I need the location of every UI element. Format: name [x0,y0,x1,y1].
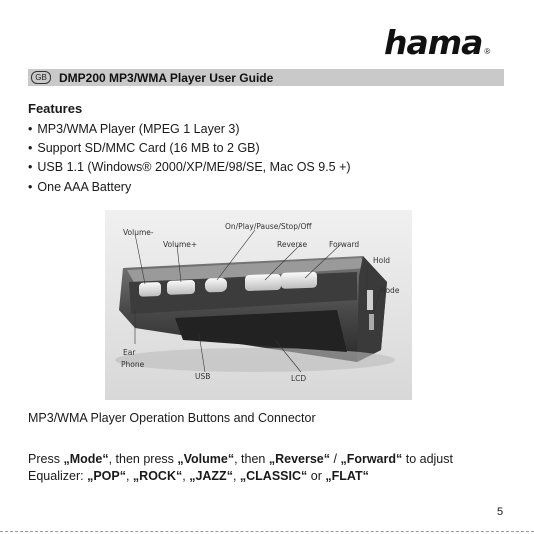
label-mode: Mode [379,286,400,295]
label-on-play: On/Play/Pause/Stop/Off [225,222,312,231]
label-forward: Forward [329,240,360,249]
separator: , [232,469,240,483]
label-lcd: LCD [291,374,307,383]
forward-keyword: „Forward“ [340,452,403,466]
instruction-text: Press [28,452,64,466]
label-phone: Phone [121,360,145,369]
reverse-keyword: „Reverse“ [268,452,331,466]
label-ear: Ear [123,348,136,357]
device-photo [105,210,412,400]
volume-keyword: „Volume“ [177,452,235,466]
eq-rock: „ROCK“ [132,469,183,483]
language-badge: GB [31,71,51,84]
label-volume-minus: Volume- [123,228,154,237]
instruction-text: or [307,469,326,483]
registered-mark: ® [484,47,491,56]
feature-item: • One AAA Battery [28,178,351,197]
mode-keyword: „Mode“ [63,452,109,466]
brand-name: hama [384,23,483,62]
label-reverse: Reverse [277,240,308,249]
device-illustration [105,210,412,400]
page-number: 5 [497,506,504,518]
label-volume-plus: Volume+ [163,240,198,249]
label-usb: USB [195,372,211,381]
header-bar [28,69,504,86]
features-list [28,120,351,197]
instruction-text: to adjust [402,452,453,466]
separator: , [125,469,133,483]
label-hold: Hold [373,256,391,265]
separator: , [182,469,190,483]
features-heading: Features [28,101,83,116]
instruction-text: , then press [108,452,178,466]
instruction-line-1 [28,452,453,466]
page-divider [0,531,534,532]
eq-classic: „CLASSIC“ [239,469,308,483]
instruction-line-2 [28,469,369,483]
feature-item: • USB 1.1 (Windows® 2000/XP/ME/98/SE, Mac OS 9.5 +) [28,158,351,177]
eq-flat: „FLAT“ [325,469,369,483]
instruction-text: , then [234,452,269,466]
document-title: DMP200 MP3/WMA Player User Guide [59,70,274,85]
figure-caption: MP3/WMA Player Operation Buttons and Connector [28,411,316,425]
hama-logo [384,23,491,62]
feature-item: • MP3/WMA Player (MPEG 1 Layer 3) [28,120,351,139]
feature-item: • Support SD/MMC Card (16 MB to 2 GB) [28,139,351,158]
instruction-text: / [330,452,341,466]
instruction-text: Equalizer: [28,469,88,483]
eq-pop: „POP“ [87,469,126,483]
eq-jazz: „JAZZ“ [189,469,233,483]
